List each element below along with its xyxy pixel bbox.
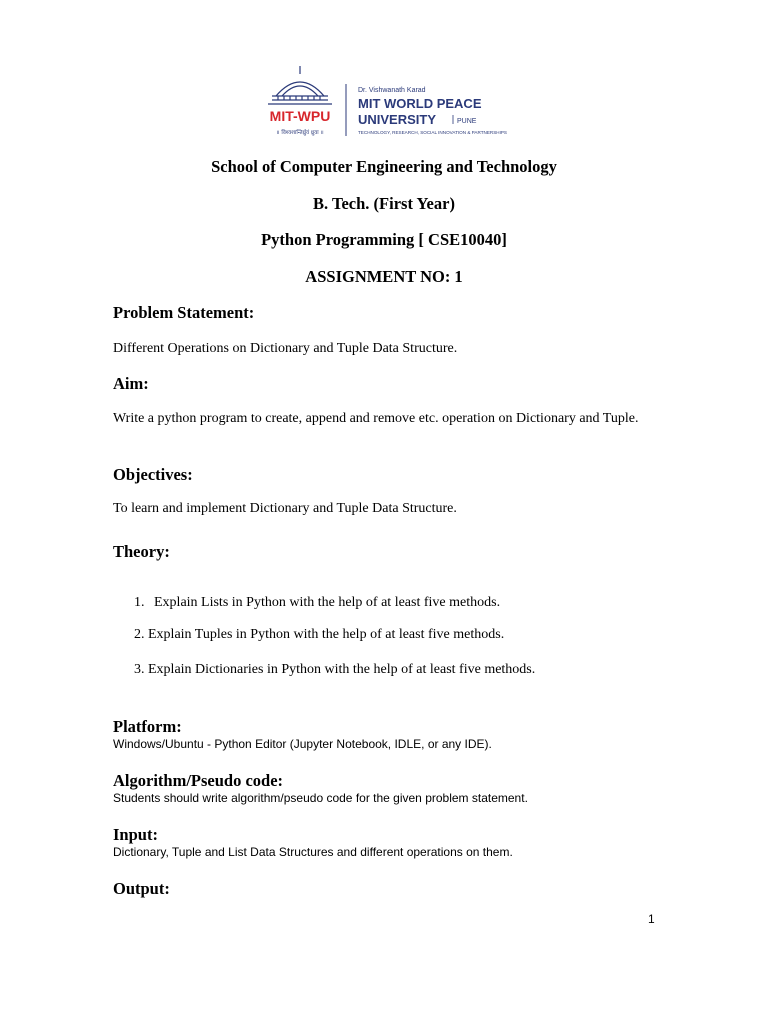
logo-left-text: MIT-WPU	[269, 108, 331, 124]
theory-item-3	[134, 662, 535, 678]
theory-item-number: 1.	[134, 595, 145, 610]
input-text: Dictionary, Tuple and List Data Structures and different operations on them.	[113, 845, 513, 859]
objectives-text: To learn and implement Dictionary and Tuple Data Structure.	[113, 501, 457, 516]
algorithm-heading: Algorithm/Pseudo code:	[113, 771, 284, 790]
page-number: 1	[648, 912, 655, 926]
logo-name-line2: UNIVERSITY	[358, 112, 437, 127]
objectives-heading: Objectives:	[113, 465, 193, 484]
theory-item-text: Explain Dictionaries in Python with the help of at least five methods.	[148, 662, 536, 677]
aim-heading: Aim:	[113, 374, 149, 393]
theory-item-text: Explain Lists in Python with the help of at least five methods.	[154, 595, 501, 610]
course-title: Python Programming [ CSE10040]	[261, 230, 507, 249]
output-heading: Output:	[113, 879, 170, 898]
theory-item-2	[134, 627, 504, 643]
theory-heading: Theory:	[113, 542, 170, 561]
theory-item-text: Explain Tuples in Python with the help of at least five methods.	[148, 627, 505, 642]
problem-heading: Problem Statement:	[113, 303, 255, 322]
input-heading: Input:	[113, 825, 158, 844]
aim-text: Write a python program to create, append and remove etc. operation on Dictionary and Tuple.	[113, 411, 639, 426]
assignment-title: ASSIGNMENT NO: 1	[305, 267, 463, 286]
logo-name-line1: MIT WORLD PEACE	[358, 96, 482, 111]
algorithm-text: Students should write algorithm/pseudo code for the given problem statement.	[113, 791, 528, 805]
theory-item-number: 2.	[134, 627, 145, 642]
program-title: B. Tech. (First Year)	[313, 194, 455, 213]
logo-city: PUNE	[457, 118, 477, 125]
theory-item-number: 3.	[134, 662, 145, 677]
theory-item-1	[134, 595, 500, 611]
logo-left-tagline: ॥ विश्वशान्तिर्ध्रुवं ध्रुवा ॥	[276, 130, 324, 136]
mit-wpu-logo	[262, 66, 512, 140]
school-title: School of Computer Engineering and Technology	[211, 157, 557, 176]
dome-emblem-icon	[268, 66, 332, 104]
platform-text: Windows/Ubuntu - Python Editor (Jupyter Notebook, IDLE, or any IDE).	[113, 737, 492, 751]
platform-heading: Platform:	[113, 717, 182, 736]
logo-tagline: TECHNOLOGY, RESEARCH, SOCIAL INNOVATION & PARTNERSHIPS	[358, 130, 507, 135]
logo-founder: Dr. Vishwanath Karad	[358, 87, 426, 94]
problem-text: Different Operations on Dictionary and Tuple Data Structure.	[113, 341, 458, 356]
